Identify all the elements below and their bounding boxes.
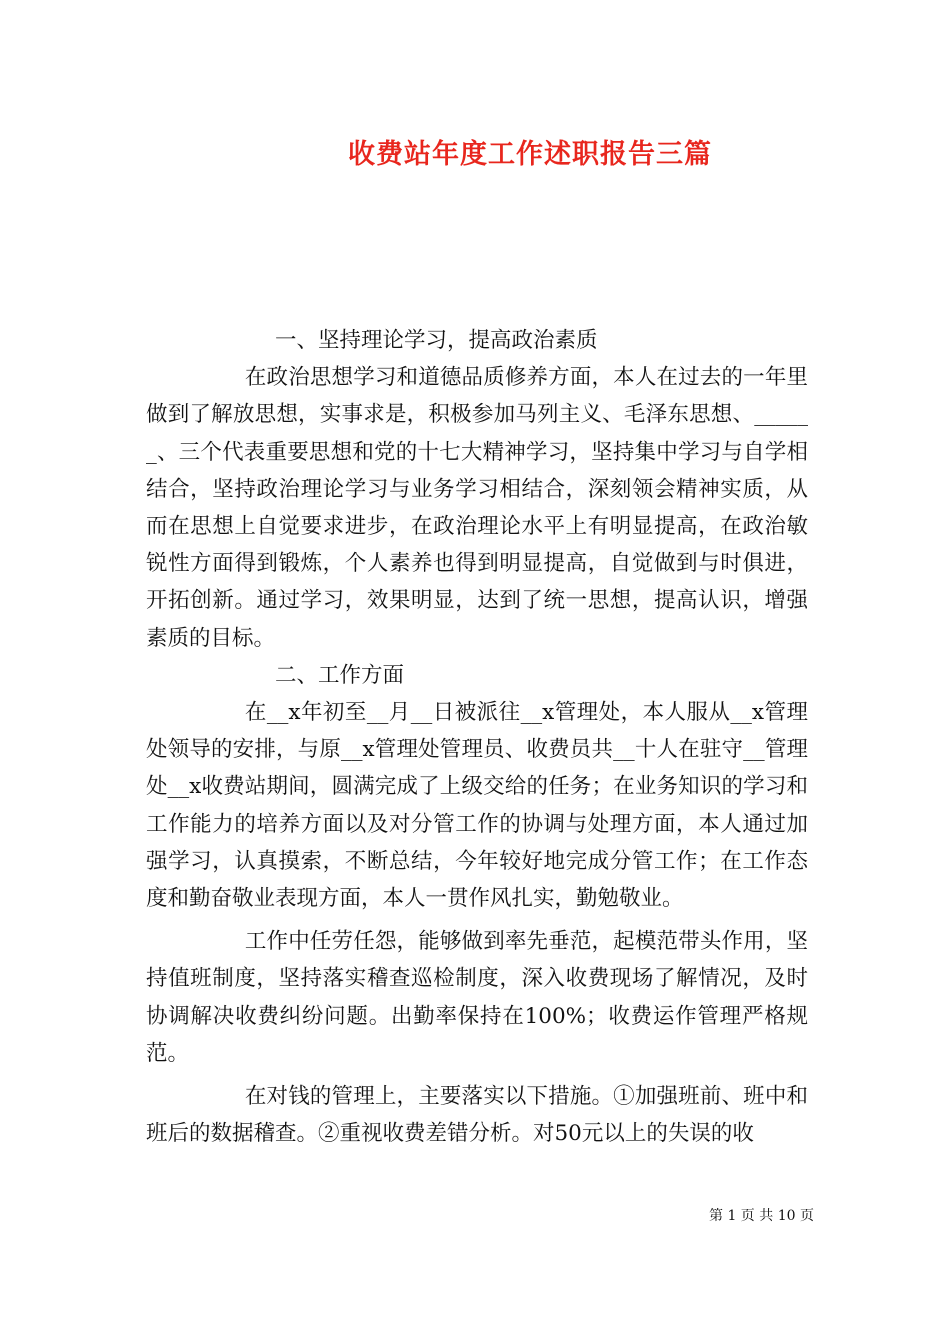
paragraph: 在政治思想学习和道德品质修养方面，本人在过去的一年里做到了解放思想，实事求是，积极参加马列主义、毛泽东思想、______、三个代表重要思想和党的十七大精神学习，坚持集中学习与自学相结合，坚持政治理论学习与业务学习相结合，深刻领会精神实质，从而在思想上自觉要求进步，在政治理论水平上有明显提高，在政治敏锐性方面得到锻炼，个人素养也得到明显提高，自觉做到与时俱进，开拓创新。通过学习，效果明显，达到了统一思想，提高认识，增强素质的目标。 [146, 365, 808, 651]
page-number: 第 1 页 共 10 页 [709, 1208, 814, 1224]
paragraph: 在__x年初至__月__日被派往__x管理处，本人服从__x管理处领导的安排，与原__x管理处管理员、收费员共__十人在驻守__管理处__x收费站期间，圆满完成了上级交给的任务；在业务知识的学习和工作能力的培养方面以及对分管工作的协调与处理方面，本人通过加强学习，认真摸索，不断总结，今年较好地完成分管工作；在工作态度和勤奋敬业表现方面，本人一贯作风扎实，勤勉敬业。 [146, 700, 808, 912]
document-body [146, 322, 808, 1152]
paragraph: 工作中任劳任怨，能够做到率先垂范，起模范带头作用，坚持值班制度，坚持落实稽查巡检制度，深入收费现场了解情况，及时协调解决收费纠纷问题。出勤率保持在100%；收费运作管理严格规范。 [146, 929, 808, 1066]
section-heading-1: 一、坚持理论学习，提高政治素质 [275, 328, 598, 353]
section-heading-2: 二、工作方面 [275, 662, 405, 688]
paragraph: 在对钱的管理上，主要落实以下措施。①加强班前、班中和班后的数据稽查。②重视收费差错分析。对50元以上的失误的收 [146, 1084, 808, 1147]
document-title: 收费站年度工作述职报告三篇 [348, 139, 712, 170]
